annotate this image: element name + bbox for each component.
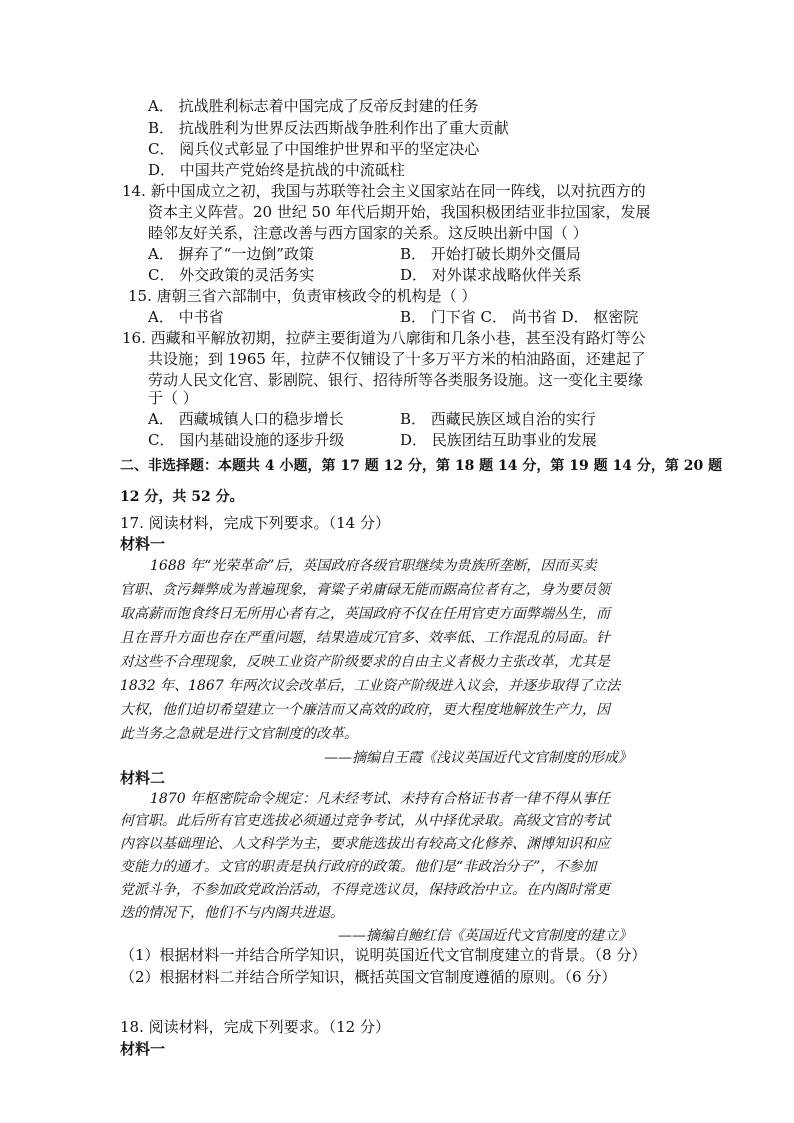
q17-material-2-line-5: 党派斗争，不参加政党政治活动，不得竞选议员，保持政治中立。在内阁时常更 xyxy=(120,882,610,898)
q15-option-a: A． 中书省 xyxy=(148,308,224,326)
q17-material-1-source: ——摘编自王霞《浅议英国近代文官制度的形成》 xyxy=(324,750,632,766)
q17-material-2-line-2: 何官职。此后所有官吏选拔必须通过竞争考试，从中择优录取。高级文官的考试 xyxy=(120,813,610,829)
q14-stem-line-1: 14. 新中国成立之初，我国与苏联等社会主义国家站在同一阵线，以对抗西方的 xyxy=(122,182,646,200)
q17-material-1-line-3: 取高薪而饱食终日无所用心者有之，英国政府不仅在任用官吏方面弊端丛生，而 xyxy=(120,606,610,622)
q17-material-2-line-3: 内容以基础理论、人文科学为主，要求能选拔出有较高文化修养、渊博知识和应 xyxy=(120,836,610,852)
q17-material-1-label: 材料一 xyxy=(120,535,166,553)
q17-material-2-label: 材料二 xyxy=(120,769,166,787)
q16-stem-line-4: 于（ ） xyxy=(148,389,198,407)
q13-option-a: A． 抗战胜利标志着中国完成了反帝反封建的任务 xyxy=(148,97,479,115)
q16-option-c: C． 国内基础设施的逐步升级 xyxy=(148,431,345,449)
q14-stem-line-3: 睦邻友好关系，注意改善与西方国家的关系。这反映出新中国（ ） xyxy=(148,224,588,242)
q17-material-1-line-4: 且在晋升方面也存在严重问题，结果造成冗官多、效率低、工作混乱的局面。针 xyxy=(120,630,610,646)
q13-option-c: C． 阅兵仪式彰显了中国维护世界和平的坚定决心 xyxy=(148,140,480,158)
section2-heading-line-1: 二、非选择题：本题共 4 小题，第 17 题 12 分，第 18 题 14 分，第 19 题 14 分，第 20 题 xyxy=(120,458,723,474)
q16-option-d: D． 民族团结互助事业的发展 xyxy=(400,431,597,449)
q17-title: 17. 阅读材料，完成下列要求。（14 分） xyxy=(120,514,390,532)
q16-stem-line-2: 共设施；到 1965 年，拉萨不仅铺设了十多万平方米的柏油路面，还建起了 xyxy=(148,350,646,368)
q18-title: 18. 阅读材料，完成下列要求。（12 分） xyxy=(120,1018,390,1036)
q13-option-b: B． 抗战胜利为世界反法西斯战争胜利作出了重大贡献 xyxy=(148,119,509,137)
q13-option-d: D． 中国共产党始终是抗战的中流砥柱 xyxy=(148,161,405,179)
q16-option-a: A． 西藏城镇人口的稳步增长 xyxy=(148,410,344,428)
q17-material-2-source: ——摘编自鲍红信《英国近代文官制度的建立》 xyxy=(338,928,632,944)
q14-option-b: B． 开始打破长期外交僵局 xyxy=(400,245,581,263)
q17-material-1-line-8: 此当务之急就是进行文官制度的改革。 xyxy=(120,726,358,742)
q17-material-1-line-2: 官职、贪污舞弊成为普遍现象，膏粱子弟庸碌无能而踞高位者有之，身为要员领 xyxy=(120,582,610,598)
q17-material-1-line-6: 1832 年、1867 年两次议会改革后，工业资产阶级进入议会，并逐步取得了立法 xyxy=(120,678,621,694)
q17-ask-2: （2）根据材料二并结合所学知识，概括英国文官制度遵循的原则。（6 分） xyxy=(120,968,617,986)
q17-material-2-line-6: 迭的情况下，他们不与内阁共进退。 xyxy=(120,905,344,921)
q14-option-a: A． 摒弃了“一边倒”政策 xyxy=(148,245,314,263)
q16-stem-line-1: 16. 西藏和平解放初期，拉萨主要街道为八廓街和几条小巷，甚至没有路灯等公 xyxy=(122,329,646,347)
q15-options-bcd: B． 门下省 C． 尚书省 D． 枢密院 xyxy=(400,308,639,326)
section2-heading-line-2: 12 分，共 52 分。 xyxy=(120,489,244,505)
q17-material-1-line-5: 对这些不合理现象，反映工业资产阶级要求的自由主义者极力主张改革，尤其是 xyxy=(120,654,610,670)
q16-option-b: B． 西藏民族区域自治的实行 xyxy=(400,410,596,428)
q14-option-c: C． 外交政策的灵活务实 xyxy=(148,266,315,284)
q17-material-1-line-7: 大权，他们迫切希望建立一个廉洁而又高效的政府，更大程度地解放生产力，因 xyxy=(120,702,610,718)
q16-stem-line-3: 劳动人民文化宫、影剧院、银行、招待所等各类服务设施。这一变化主要缘 xyxy=(148,371,644,389)
q17-material-2-line-4: 变能力的通才。文官的职责是执行政府的政策。他们是“非政治分子”，不参加 xyxy=(120,859,597,875)
q15-stem: 15. 唐朝三省六部制中，负责审核政令的机构是（ ） xyxy=(128,287,477,305)
q17-ask-1: （1）根据材料一并结合所学知识，说明英国近代文官制度建立的背景。（8 分） xyxy=(120,946,647,964)
q14-stem-line-2: 资本主义阵营。20 世纪 50 年代后期开始，我国积极团结亚非拉国家，发展 xyxy=(148,203,651,221)
q14-option-d: D． 对外谋求战略伙伴关系 xyxy=(400,266,582,284)
q17-material-1-line-1: 1688 年“光荣革命”后，英国政府各级官职继续为贵族所垄断，因而买卖 xyxy=(150,558,597,574)
q17-material-2-line-1: 1870 年枢密院命令规定：凡未经考试、未持有合格证书者一律不得从事任 xyxy=(150,791,611,807)
q18-material-1-label: 材料一 xyxy=(120,1040,166,1058)
